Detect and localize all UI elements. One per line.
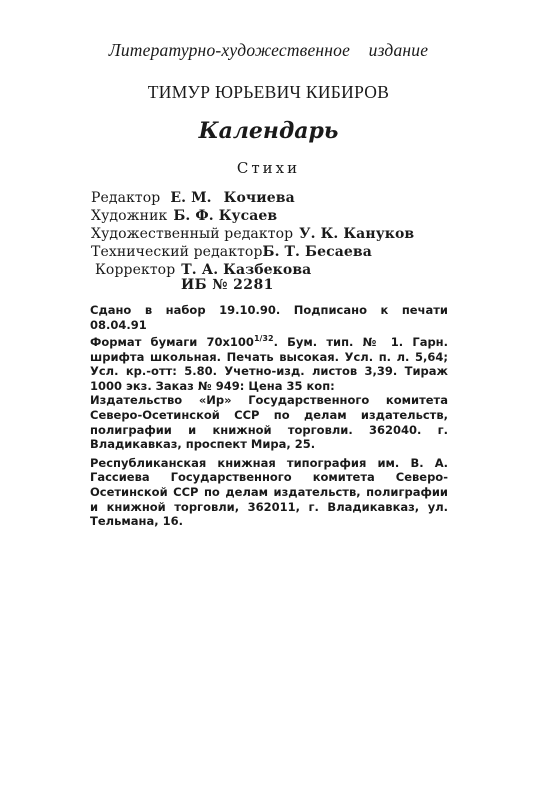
credit-artist [91,207,471,225]
format-text: Формат бумаги 70х100 [90,335,254,350]
imprint-block [90,303,448,529]
genre-label: Стихи [236,159,301,177]
editor-surname: Кочиева [223,190,295,206]
credit-name [170,190,294,206]
format-details: . Бум. тип. № 1. Гарн. шрифта школьная. Печать высокая. Усл. п. л. 5,64; Усл. кр.-отт: 5.80. Учетно-изд. листов 3,39. Тираж 1000 экз. Заказ № 949: Цена 35 коп: [90,335,448,393]
credit-role: Художник [91,208,168,224]
credit-art-editor [91,225,471,243]
credits-block [91,189,471,279]
book-title: Календарь [198,118,339,144]
format-fraction: 1/32 [253,334,274,344]
credit-role: Художественный редактор [91,226,294,242]
credit-name: У. К. Кануков [299,226,415,242]
credit-tech-editor [91,243,471,261]
series-label: Литературно-художественное издание [108,40,429,60]
credit-role: Корректор [95,262,176,278]
credit-role: Технический редактор [91,244,263,260]
credit-role: Редактор [91,190,161,206]
credit-name: Б. Ф. Кусаев [173,208,278,224]
imprint-publisher: Издательство «Ир» Государственного комитета Северо-Осетинской ССР по делам издательств, полиграфии и книжной торговли. 362040. г. Владикавказ, проспект Мира, 25. [90,393,448,452]
author-name: ТИМУР ЮРЬЕВИЧ КИБИРОВ [147,82,390,102]
ib-number: ИБ № 2281 [181,277,274,293]
credit-name: Т. А. Казбекова [181,262,312,278]
credit-corrector [95,261,471,279]
imprint-dates: Сдано в набор 19.10.90. Подписано к печати 08.04.91 [90,303,448,332]
imprint-printer: Республиканская книжная типография им. В. А. Гассиева Государственного комитета Северо-Осетинской ССР по делам издательств, полиграфии и книжной торговли, 362011, г. Владикавказ, ул. Тельмана, 16. [90,455,448,529]
imprint-format [90,332,448,393]
editor-initials: Е. М. [170,190,212,206]
credit-editor [91,189,471,207]
credit-name: Б. Т. Бесаева [262,244,372,260]
